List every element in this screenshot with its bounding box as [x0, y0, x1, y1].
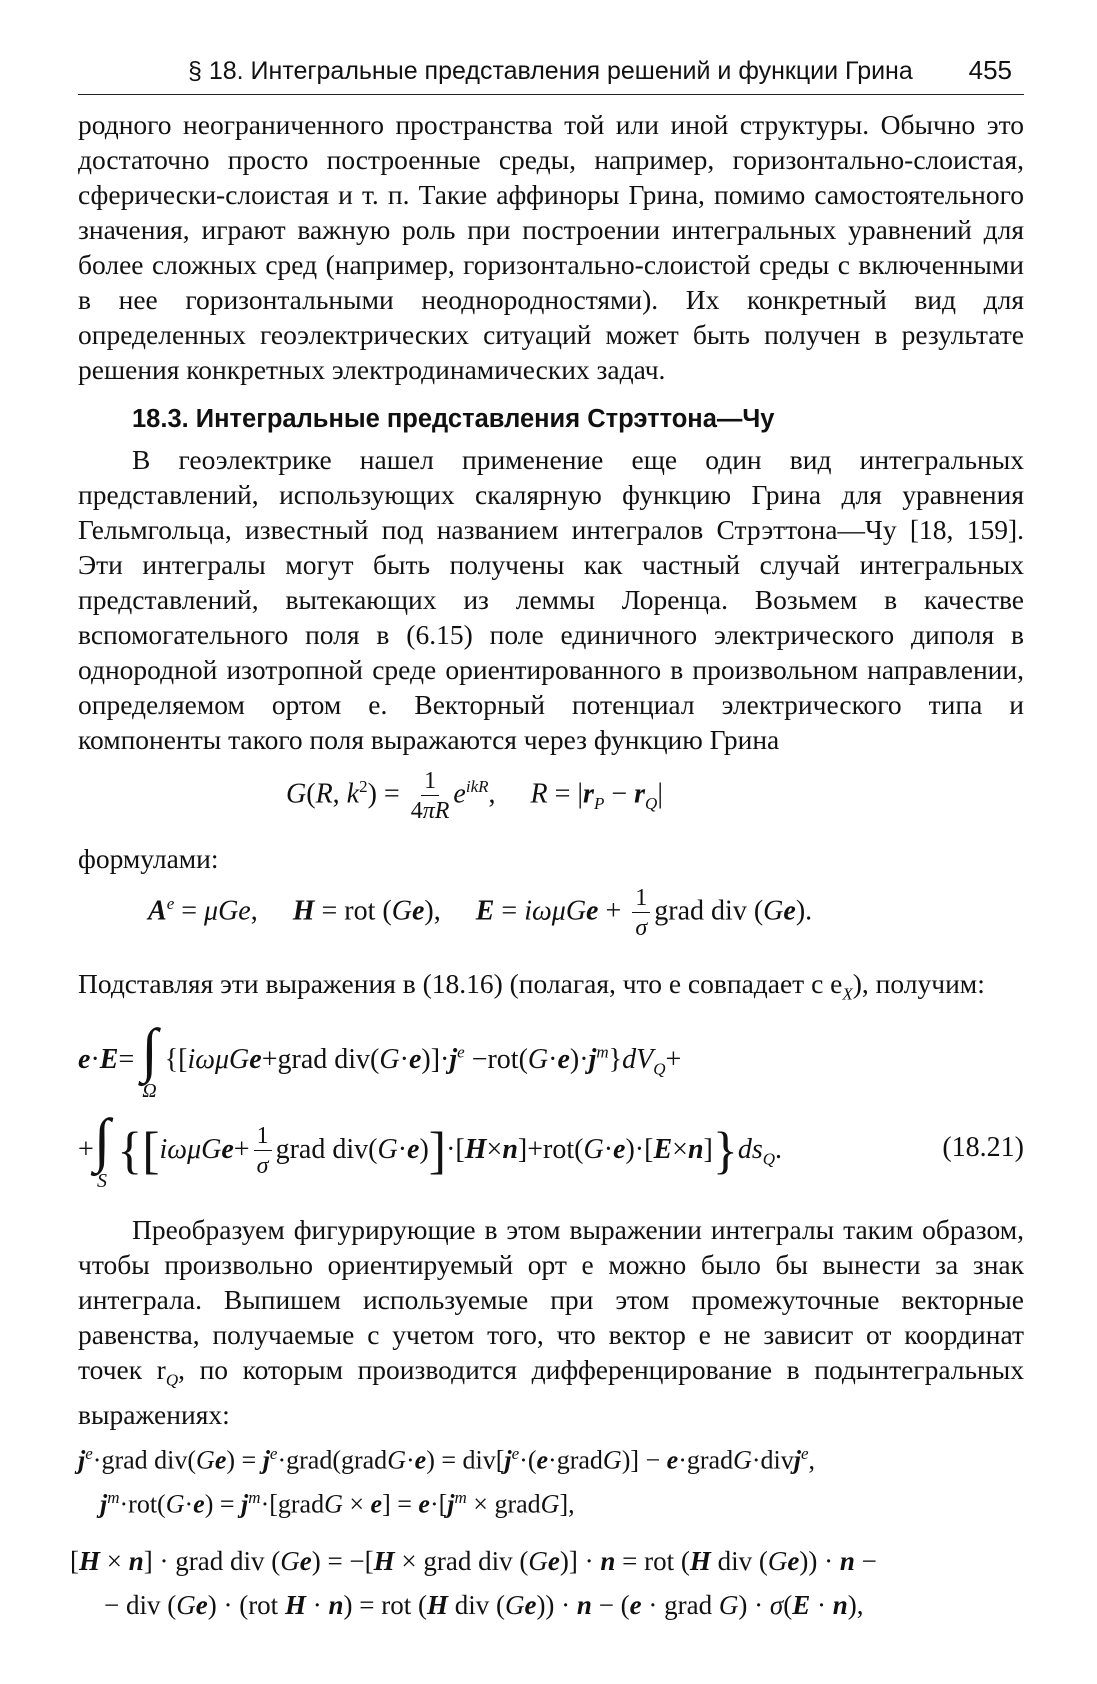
equation-number: (18.21) — [942, 1131, 1024, 1163]
section-heading: 18.3. Интегральные представления Стрэттона—Чу — [132, 405, 775, 433]
paragraph-2: В геоэлектрике нашел применение еще один вид интегральных представлений, использующих скалярную функцию Грина для уравнения Гельмгольца, известный под названием интегралов Стрэттона—Чу [18, 159]. Эти интегралы могут быть получены как частный случай интегральных представлений, вытекающих из леммы Лоренца. Возьмем в качестве вспомогательного поля в (6.15) поле единичного электрического диполя в однородной изотропной среде ориентированного в произвольном направлении, определяемом ортом e. Векторный потенциал электрического типа и компоненты такого поля выражаются через функцию Грина — [78, 444, 1024, 755]
running-header — [78, 55, 1024, 95]
page — [70, 55, 1024, 1628]
green-function-formula: G(R, $k^2$) = $\frac{1}{4\pi R}$ $e^{ikR}$, $R = |r_P - r_Q|$ — [286, 768, 663, 824]
integral-eq-line-1: e·E= ∫ Ω {[iωμGe+grad $div(G\cdot e)]\cdot j^e -rot(G\cdot e)\cdot j^m\}dV_Q+$ — [78, 1016, 682, 1102]
identity-line-3: [H × n] · grad div (Ge) = −[H × grad div (Ge)] · n = rot (H div (Ge)) · n − — [70, 1546, 877, 1576]
integral-eq-line-2: + ∫ S {[iωμGe+ $\frac{1}{\sigma}$ grad $div(G\cdot e)]\cdot[H\times n]+rot(G\cdot e)\cdot[E\times n]\}ds_Q$. (18.21) — [78, 1106, 1024, 1192]
formulas-label: формулами: — [78, 843, 219, 874]
page-number: 455 — [968, 55, 1012, 85]
identity-line-1: $j^e\cdot grad$ $div(Ge) = j^e\cdot grad(gradG\cdot e)$ = $div[j^e\cdot(e\cdot gradG)]$ − e·gradG·divj$^e$, — [78, 1444, 816, 1475]
header-section-title: § 18. Интегральные представления решений и функции Грина — [188, 57, 913, 85]
field-formulas: $A^e = \mu Ge$, H = rot (Ge), E = iωμGe + $\frac{1}{\sigma}$ grad div (Ge). — [148, 885, 813, 941]
identity-line-4: − div (Ge) · (rot H · n) = rot (H div (Ge)) · n − (e · grad G) · σ(E · n), — [104, 1590, 864, 1620]
identity-line-2: $j^m\cdot rot(G\cdot e)$ = $j^m\cdot[gradG \times e] = e\cdot[j^m$ × gradG], — [100, 1488, 575, 1519]
paragraph-4: Преобразуем фигурирующие в этом выражении интегралы таким образом, чтобы произвольно ориентируемый орт e можно было бы вынести за знак интеграла. Выпишем используемые при этом промежуточные векторные равенства, получаемые с учетом того, что вектор e не зависит от координат точек $r_Q$, по которым производится дифференцирование в подынтегральных выражениях: — [78, 1213, 1024, 1430]
paragraph-3: Подставляя эти выражения в (18.16) (полагая, что e совпадает с $e_X$), получим: — [78, 968, 985, 1004]
paragraph-1: родного неограниченного пространства той или иной структуры. Обычно это достаточно просто построенные среды, например, горизонтально-слоистая, сферически-слоистая и т. п. Такие аффиноры Грина, помимо самостоятельного значения, играют важную роль при построении интегральных уравнений для более сложных сред (например, горизонтально-слоистой среды с включенными в нее горизонтальными неоднородностями). Их конкретный вид для определенных геоэлектрических ситуаций может быть получен в результате решения конкретных электродинамических задач. — [78, 109, 1024, 385]
